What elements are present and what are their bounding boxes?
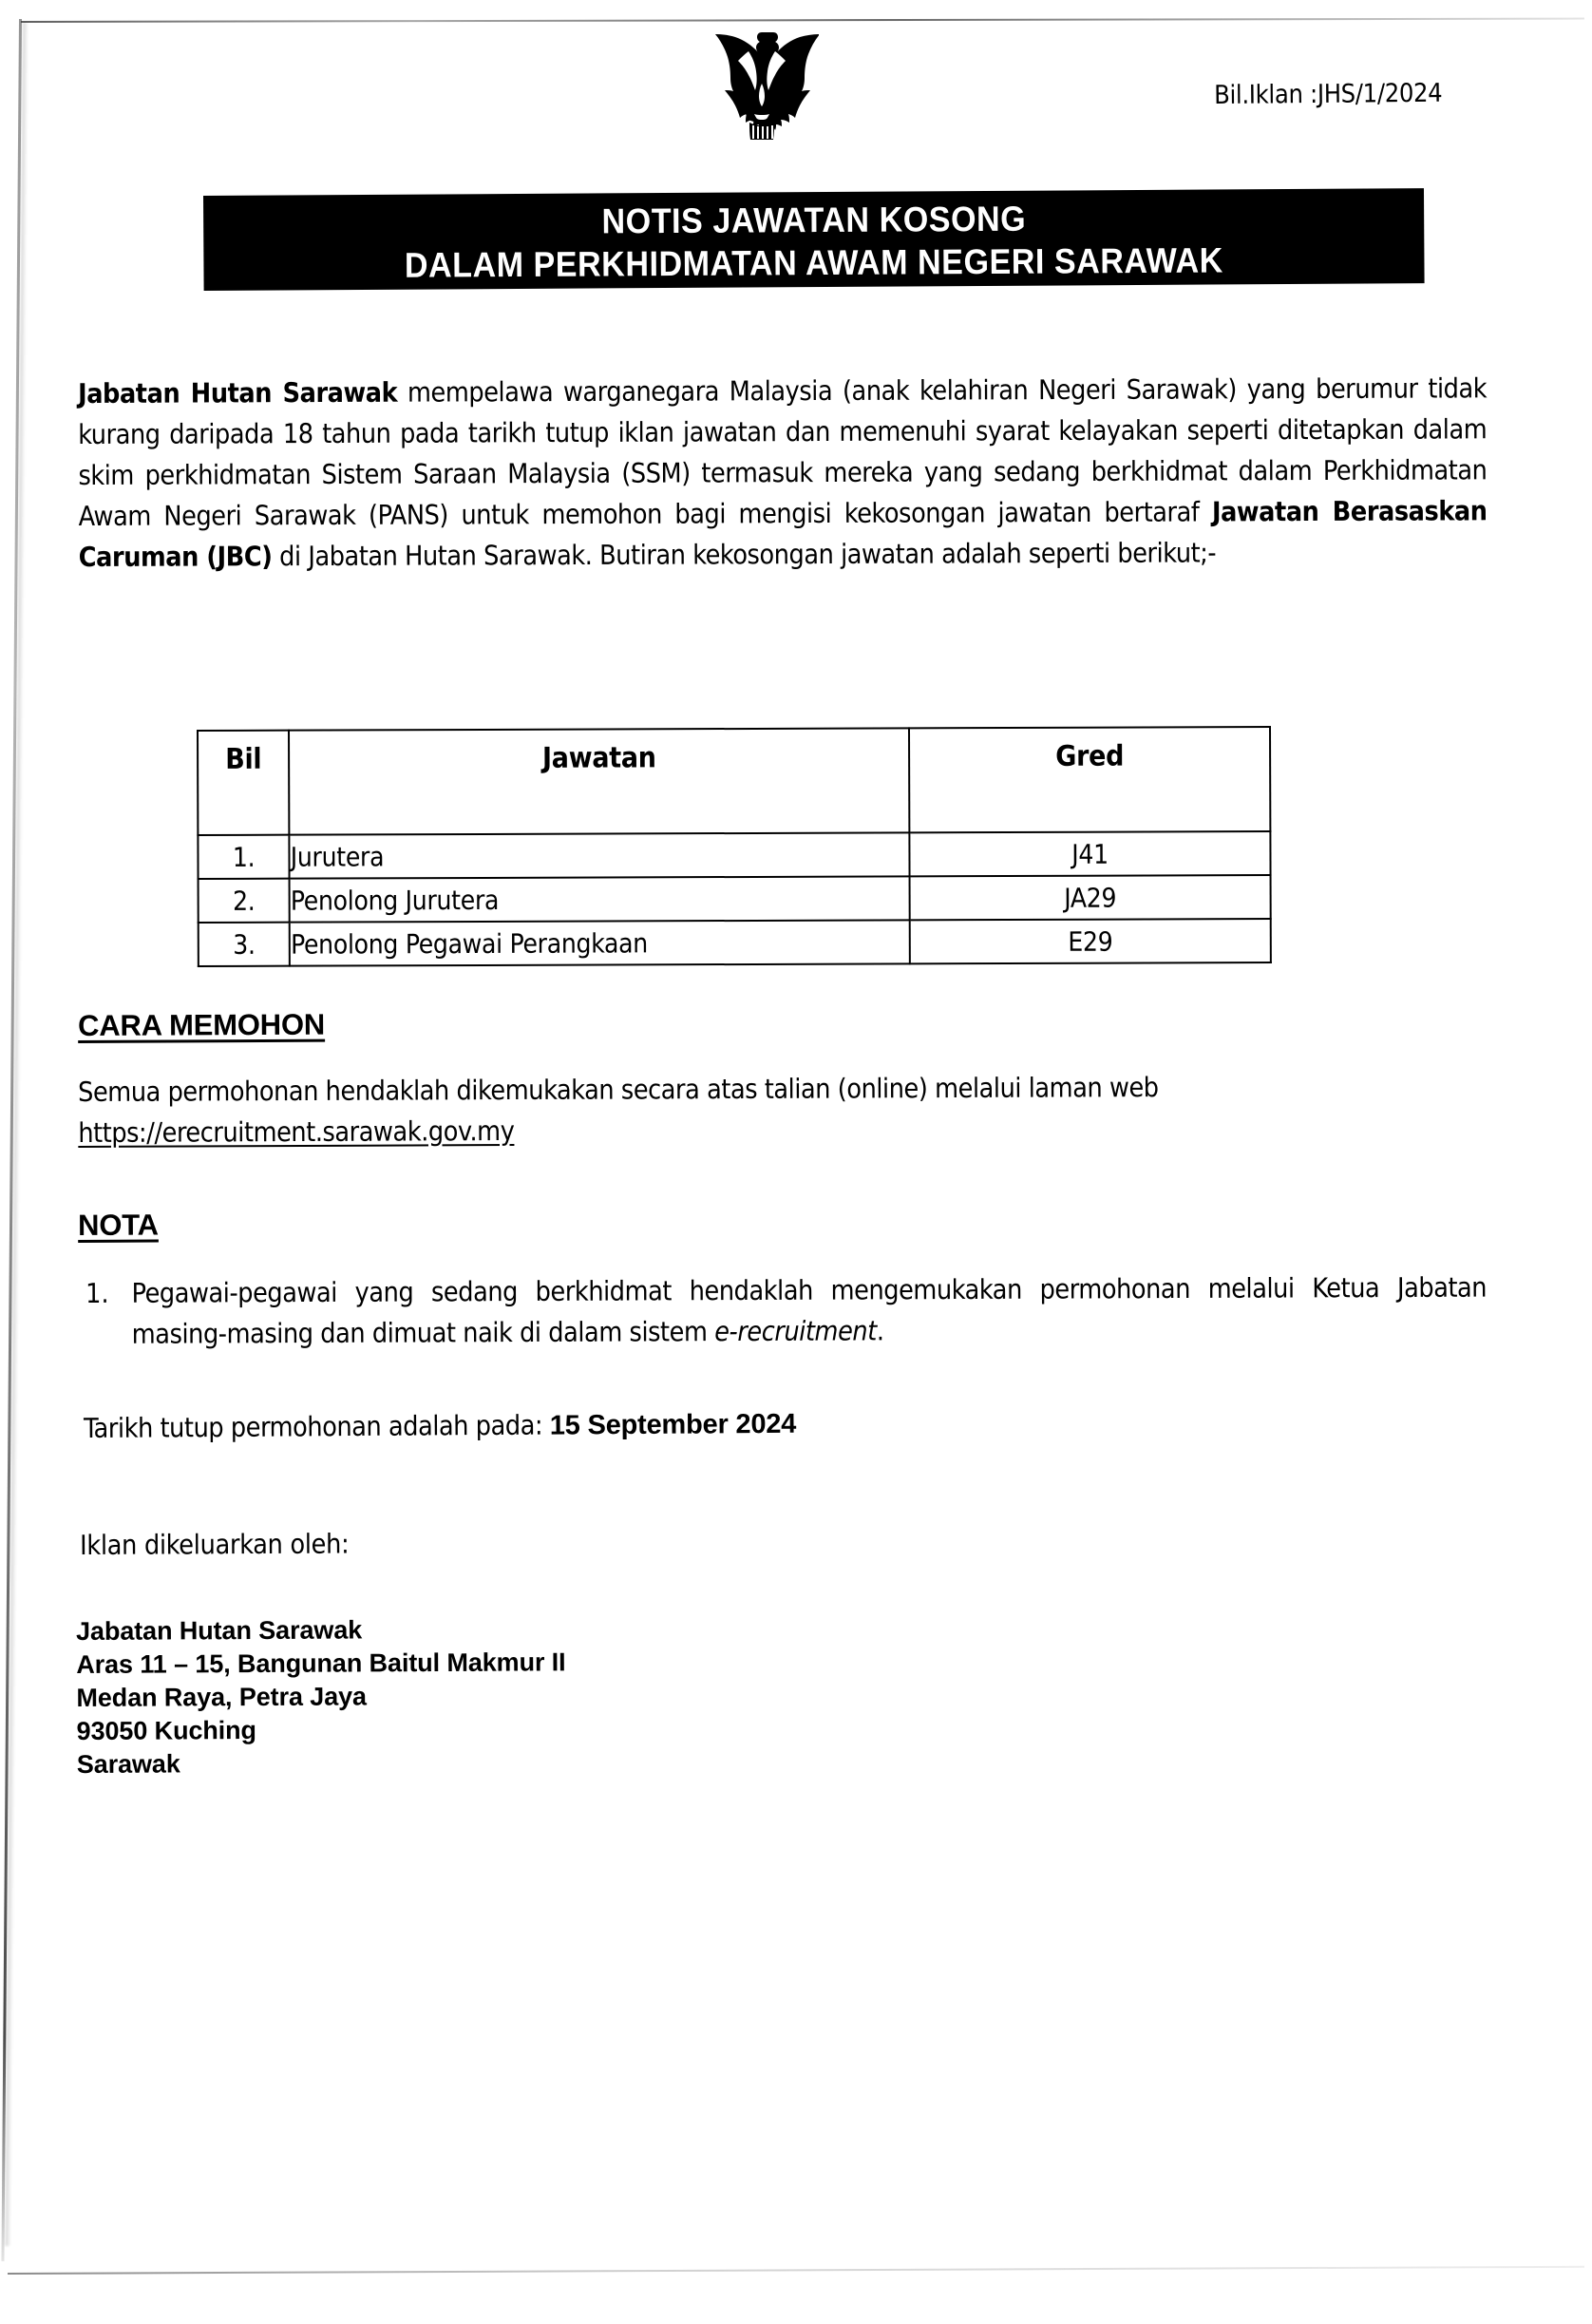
issued-by-label: Iklan dikeluarkan oleh: [80, 1528, 350, 1561]
banner-title-line-1: NOTIS JAWATAN KOSONG [601, 199, 1027, 241]
nota-text-before: Pegawai-pegawai yang sedang berkhidmat hendaklah mengemukakan permohonan melalui Ketua Jabatan masing-masing dan dimuat naik di dalam sistem [131, 1271, 1488, 1350]
row-bil: 1. [198, 835, 289, 879]
nota-text-after: . [876, 1315, 884, 1347]
row-gred: E29 [910, 919, 1271, 963]
scan-edge-top [21, 18, 1584, 23]
nota-item-text [131, 1267, 1487, 1355]
banner-title-line-2: DALAM PERKHIDMATAN AWAM NEGERI SARAWAK [404, 240, 1223, 285]
closing-date-value: 15 September 2024 [549, 1408, 797, 1441]
cara-memohon-paragraph [78, 1066, 1487, 1153]
closing-date-line [84, 1408, 796, 1445]
table-row [198, 831, 1270, 879]
issuer-address-line: Medan Raya, Petra Jaya [76, 1682, 367, 1712]
vacancy-table [197, 726, 1272, 967]
intro-text-part1: mempelawa warganegara Malaysia (anak kelahiran Negeri Sarawak) yang berumur tidak kurang daripada 18 tahun pada tarikh tutup iklan jawatan dan memenuhi syarat kelayakan seperti ditetapkan dalam skim perkhidmatan Sistem Saraan Malaysia (SSM) termasuk mereka yang sedang berkhidmat dalam Perkhidmatan Awam Negeri Sarawak (PANS) untuk memohon bagi mengisi kekosongan jawatan bertaraf [78, 372, 1488, 532]
row-gred: J41 [910, 831, 1271, 876]
issuer-address-line: 93050 Kuching [76, 1716, 256, 1745]
table-header-row [198, 727, 1270, 835]
row-jawatan: Penolong Jurutera [290, 876, 910, 922]
scan-edge-bottom [8, 2266, 1584, 2275]
erecruitment-url-link[interactable]: https://erecruitment.sarawak.gov.my [78, 1114, 515, 1149]
issuer-address-line: Aras 11 – 15, Bangunan Baitul Makmur II [76, 1648, 566, 1679]
table-header-gred: Gred [909, 727, 1270, 832]
nota-heading: NOTA [78, 1208, 159, 1242]
intro-text-part2: di Jabatan Hutan Sarawak. Butiran kekosongan jawatan adalah seperti berikut;- [272, 537, 1217, 573]
nota-item-number: 1. [85, 1277, 109, 1309]
row-jawatan: Jurutera [290, 832, 910, 878]
nota-text-italic: e-recruitment [714, 1315, 877, 1348]
table-row [199, 875, 1271, 923]
cara-memohon-heading: CARA MEMOHON [78, 1007, 326, 1042]
row-jawatan: Penolong Pegawai Perangkaan [290, 920, 910, 965]
nota-list-item [85, 1267, 1487, 1355]
intro-lead-bold: Jabatan Hutan Sarawak [78, 376, 398, 410]
row-gred: JA29 [910, 875, 1271, 920]
intro-paragraph [78, 368, 1488, 578]
row-bil: 3. [199, 923, 290, 966]
table-header-bil: Bil [198, 731, 290, 835]
table-header-jawatan: Jawatan [289, 728, 909, 834]
advertisement-reference-number: Bil.Iklan :JHS/1/2024 [1214, 78, 1443, 110]
cara-memohon-text: Semua permohonan hendaklah dikemukakan secara atas talian (online) melalui laman web [78, 1072, 1159, 1108]
row-bil: 2. [199, 879, 290, 923]
closing-date-label: Tarikh tutup permohonan adalah pada: [84, 1409, 543, 1444]
issuer-address-line: Jabatan Hutan Sarawak [76, 1615, 363, 1646]
notice-title-banner [203, 188, 1425, 291]
intro-bold-mid: Jawatan Berasaskan Caruman (JBC) [78, 495, 1488, 573]
issuer-address-line: Sarawak [76, 1749, 180, 1779]
issuer-address-block [76, 1612, 566, 1781]
table-row [199, 919, 1271, 966]
malaysia-sarawak-crest-icon [705, 27, 819, 143]
